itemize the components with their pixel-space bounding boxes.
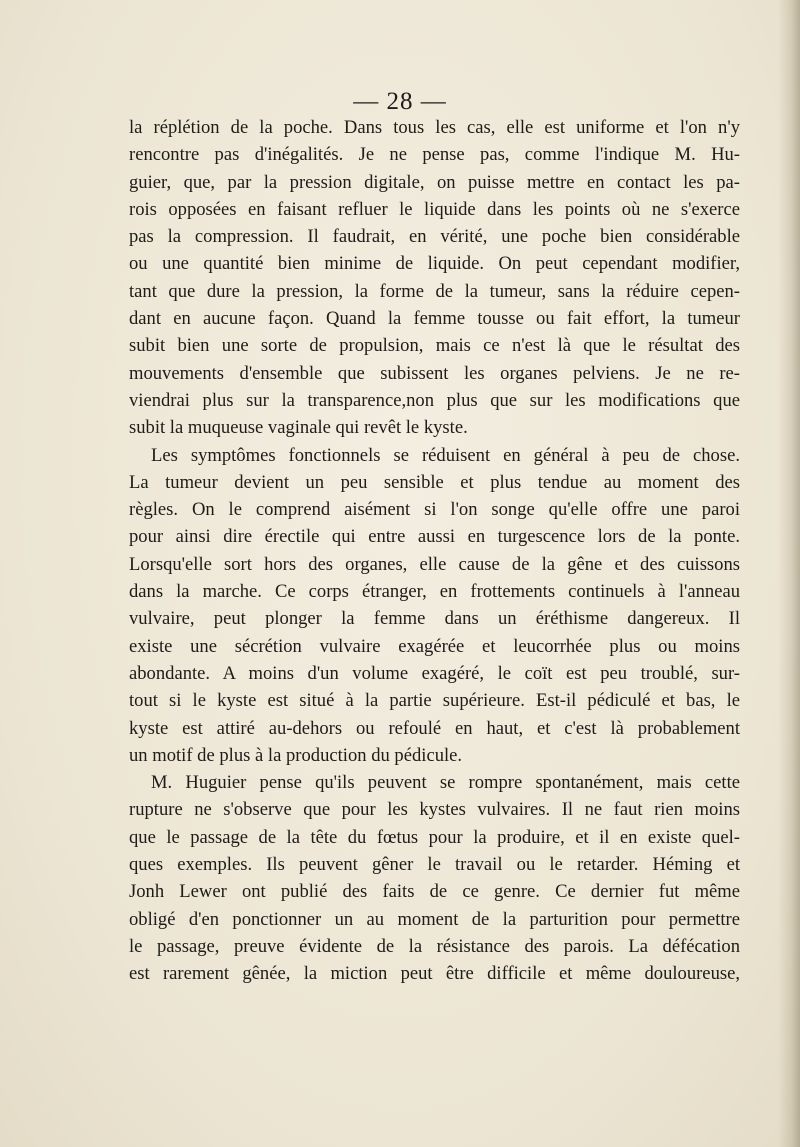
text-line: Lorsqu'elle sort hors des organes, elle cause de la gêne et des cuissons (129, 553, 740, 575)
text-line: dant en aucune façon. Quand la femme tousse ou fait effort, la tumeur (129, 308, 740, 330)
text-line: Les symptômes fonctionnels se réduisent en général à peu de chose. (151, 444, 740, 466)
page-number: — 28 — (353, 88, 447, 115)
text-line: ques exemples. Ils peuvent gêner le travail ou le retarder. Héming et (129, 854, 740, 876)
text-line: tant que dure la pression, la forme de la tumeur, sans la réduire cepen- (129, 280, 740, 302)
text-line: M. Huguier pense qu'ils peuvent se rompre spontanément, mais cette (151, 772, 740, 794)
text-line: rupture ne s'observe que pour les kystes vulvaires. Il ne faut rien moins (129, 799, 740, 821)
text-line: règles. On le comprend aisément si l'on songe qu'elle offre une paroi (129, 499, 740, 521)
text-line: pas la compression. Il faudrait, en vérité, une poche bien considérable (129, 226, 740, 248)
text-line: pour ainsi dire érectile qui entre aussi en turgescence lors de la ponte. (129, 526, 740, 548)
body-text (129, 114, 740, 988)
text-line: rois opposées en faisant refluer le liquide dans les points où ne s'exerce (129, 198, 740, 220)
text-line: vulvaire, peut plonger la femme dans un éréthisme dangereux. Il (129, 608, 740, 630)
page-edge-shadow (778, 0, 800, 1147)
text-line: guier, que, par la pression digitale, on puisse mettre en contact les pa- (129, 171, 740, 193)
text-line: kyste est attiré au-dehors ou refoulé en haut, et c'est là probablement (129, 717, 740, 739)
text-line: La tumeur devient un peu sensible et plus tendue au moment des (129, 471, 740, 493)
text-line: dans la marche. Ce corps étranger, en frottements continuels à l'anneau (129, 581, 740, 603)
text-line: la réplétion de la poche. Dans tous les cas, elle est uniforme et l'on n'y (129, 117, 740, 138)
text-line: est rarement gênée, la miction peut être difficile et même douloureuse, (129, 963, 740, 985)
text-line: un motif de plus à la production du pédicule. (129, 744, 463, 766)
text-line: que le passage de la tête du fœtus pour la produire, et il en existe quel- (129, 826, 740, 848)
text-line: tout si le kyste est situé à la partie supérieure. Est-il pédiculé et bas, le (129, 690, 740, 712)
text-line: existe une sécrétion vulvaire exagérée et leucorrhée plus ou moins (129, 635, 740, 657)
text-line: ou une quantité bien minime de liquide. On peut cependant modifier, (129, 253, 740, 275)
text-line: Jonh Lewer ont publié des faits de ce genre. Ce dernier fut même (129, 881, 740, 903)
text-line: mouvements d'ensemble que subissent les organes pelviens. Je ne re- (129, 362, 740, 384)
text-line: abondante. A moins d'un volume exagéré, le coït est peu troublé, sur- (129, 662, 740, 684)
text-line: subit la muqueuse vaginale qui revêt le kyste. (129, 417, 468, 439)
text-line: obligé d'en ponctionner un au moment de la parturition pour permettre (129, 908, 740, 930)
text-line: rencontre pas d'inégalités. Je ne pense pas, comme l'indique M. Hu- (129, 144, 740, 166)
text-line: subit bien une sorte de propulsion, mais ce n'est là que le résultat des (129, 335, 740, 357)
text-line: viendrai plus sur la transparence,non plus que sur les modifications que (129, 389, 740, 411)
text-line: le passage, preuve évidente de la résistance des parois. La défécation (129, 935, 740, 957)
